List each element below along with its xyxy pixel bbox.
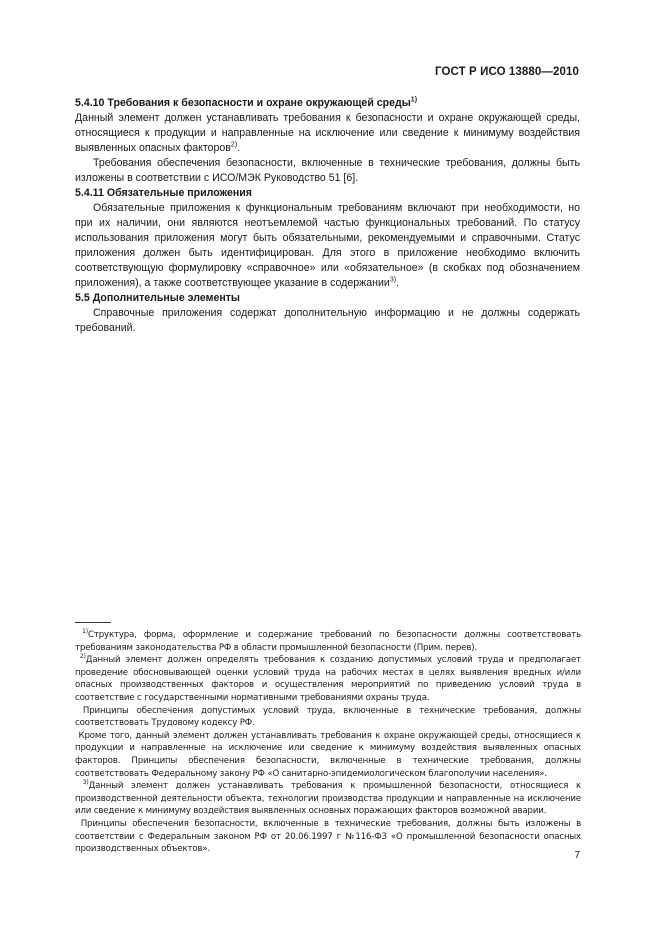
footnote-ref: 3) — [389, 276, 397, 284]
footnote-mark: 3) — [82, 779, 89, 787]
footnote-ref: 2) — [230, 141, 238, 149]
footnote-text: Принципы обеспечения допустимых условий труда, включенные в технические требования, должны соответствовать Трудовому кодексу РФ. — [75, 705, 581, 729]
footnote-text: Принципы обеспечения безопасности, включенные в технические требования, должны быть изложены в соответствии с Федеральным законом РФ от 20.06.1997 г №116-ФЗ «О промышленной безопасности опасных производственных объектов». — [75, 818, 581, 855]
paragraph — [75, 306, 580, 336]
footnote-mark: 1) — [82, 628, 88, 636]
footnote-2 — [75, 654, 581, 704]
section-title: Обязательные приложения — [106, 187, 252, 199]
footnote-text: Данный элемент должен устанавливать требования к промышленной безопасности, относящиеся к производственной деятельности объекта, технологии производства продукции и направленные на исключение или сведение к минимуму воздействия выявленных основных поражающих факторов возможной аварии. — [75, 781, 581, 817]
section-heading-5-4-11 — [75, 186, 580, 201]
footnote-text: Данный элемент должен определять требования к созданию допустимых условий труда и предполагает проведение обосновывающей оценки условий труда на рабочих местах в целях выявления вредных и/или опасных производственных факторов и осуществления мероприятий по приведению условий труда в соответствие с государственными нормативными требованиями охраны труда. — [75, 655, 581, 703]
paragraph-end: . — [237, 142, 241, 154]
paragraph — [75, 156, 580, 186]
paragraph — [75, 111, 580, 156]
footnote-2-continued — [75, 705, 581, 730]
main-content — [75, 96, 580, 336]
page-number: 7 — [574, 850, 580, 861]
paragraph-end: . — [396, 277, 399, 289]
section-title: Требования к безопасности и охране окружающей среды — [107, 97, 411, 109]
footnote-text: Структура, форма, оформление и содержание требований по безопасности должны соответствовать требованиям законодательства РФ в области промышленной безопасности (Прим. перев). — [75, 630, 581, 653]
paragraph-text: Обязательные приложения к функциональным требованиям включают при необходимости, но при их наличии, они являются неотъемлемой частью функциональных требований. По статусу использования приложения могут быть обязательными, рекомендуемыми и справочными. Статус приложения должен быть идентифицирован. Для этого в приложение необходимо включить соответствующую формулировку «справочное» или «обязательное» (в скобках под обозначением приложения), а также соответствующее указание в содержании — [75, 202, 580, 289]
section-title: Дополнительные элементы — [92, 292, 240, 304]
footnote-1 — [75, 629, 581, 654]
paragraph-text: Данный элемент должен устанавливать требования к безопасности и охране окружающей среды, относящиеся к продукции и направленные на исключение или сведение к минимуму воздействия выявленных опасных факторов — [75, 112, 580, 154]
paragraph — [75, 201, 580, 291]
footnote-mark: 2) — [79, 653, 86, 661]
section-number: 5.5 — [75, 292, 90, 304]
footnote-3-continued — [75, 818, 581, 856]
footnotes — [75, 629, 581, 856]
section-heading-5-4-10 — [75, 96, 580, 111]
section-heading-5-5 — [75, 291, 580, 306]
document-code-header: ГОСТ Р ИСО 13880—2010 — [434, 66, 579, 78]
footnote-ref: 1) — [410, 96, 418, 104]
paragraph-text: Требования обеспечения безопасности, включенные в технические требования, должны быть изложены в соответствии с ИСО/МЭК Руководство 51 [6]. — [75, 157, 580, 184]
footnote-2-continued — [75, 730, 581, 780]
footnote-3 — [75, 780, 581, 818]
footnote-divider — [75, 622, 111, 623]
section-number: 5.4.10 — [75, 97, 105, 109]
footnote-text: Кроме того, данный элемент должен устанавливать требования к охране окружающей среды, относящиеся к продукции и направленные на исключение или сведение к минимуму воздействия выявленных опасных факторов. Принципы обеспечения безопасности, включенные в технические требования, должны соответствовать Федеральному закону РФ «О санитарно-эпидемиологическом благополучии населения». — [75, 730, 581, 779]
section-number: 5.4.11 — [75, 187, 104, 199]
paragraph-text: Справочные приложения содержат дополнительную информацию и не должны содержать требований. — [75, 307, 580, 334]
